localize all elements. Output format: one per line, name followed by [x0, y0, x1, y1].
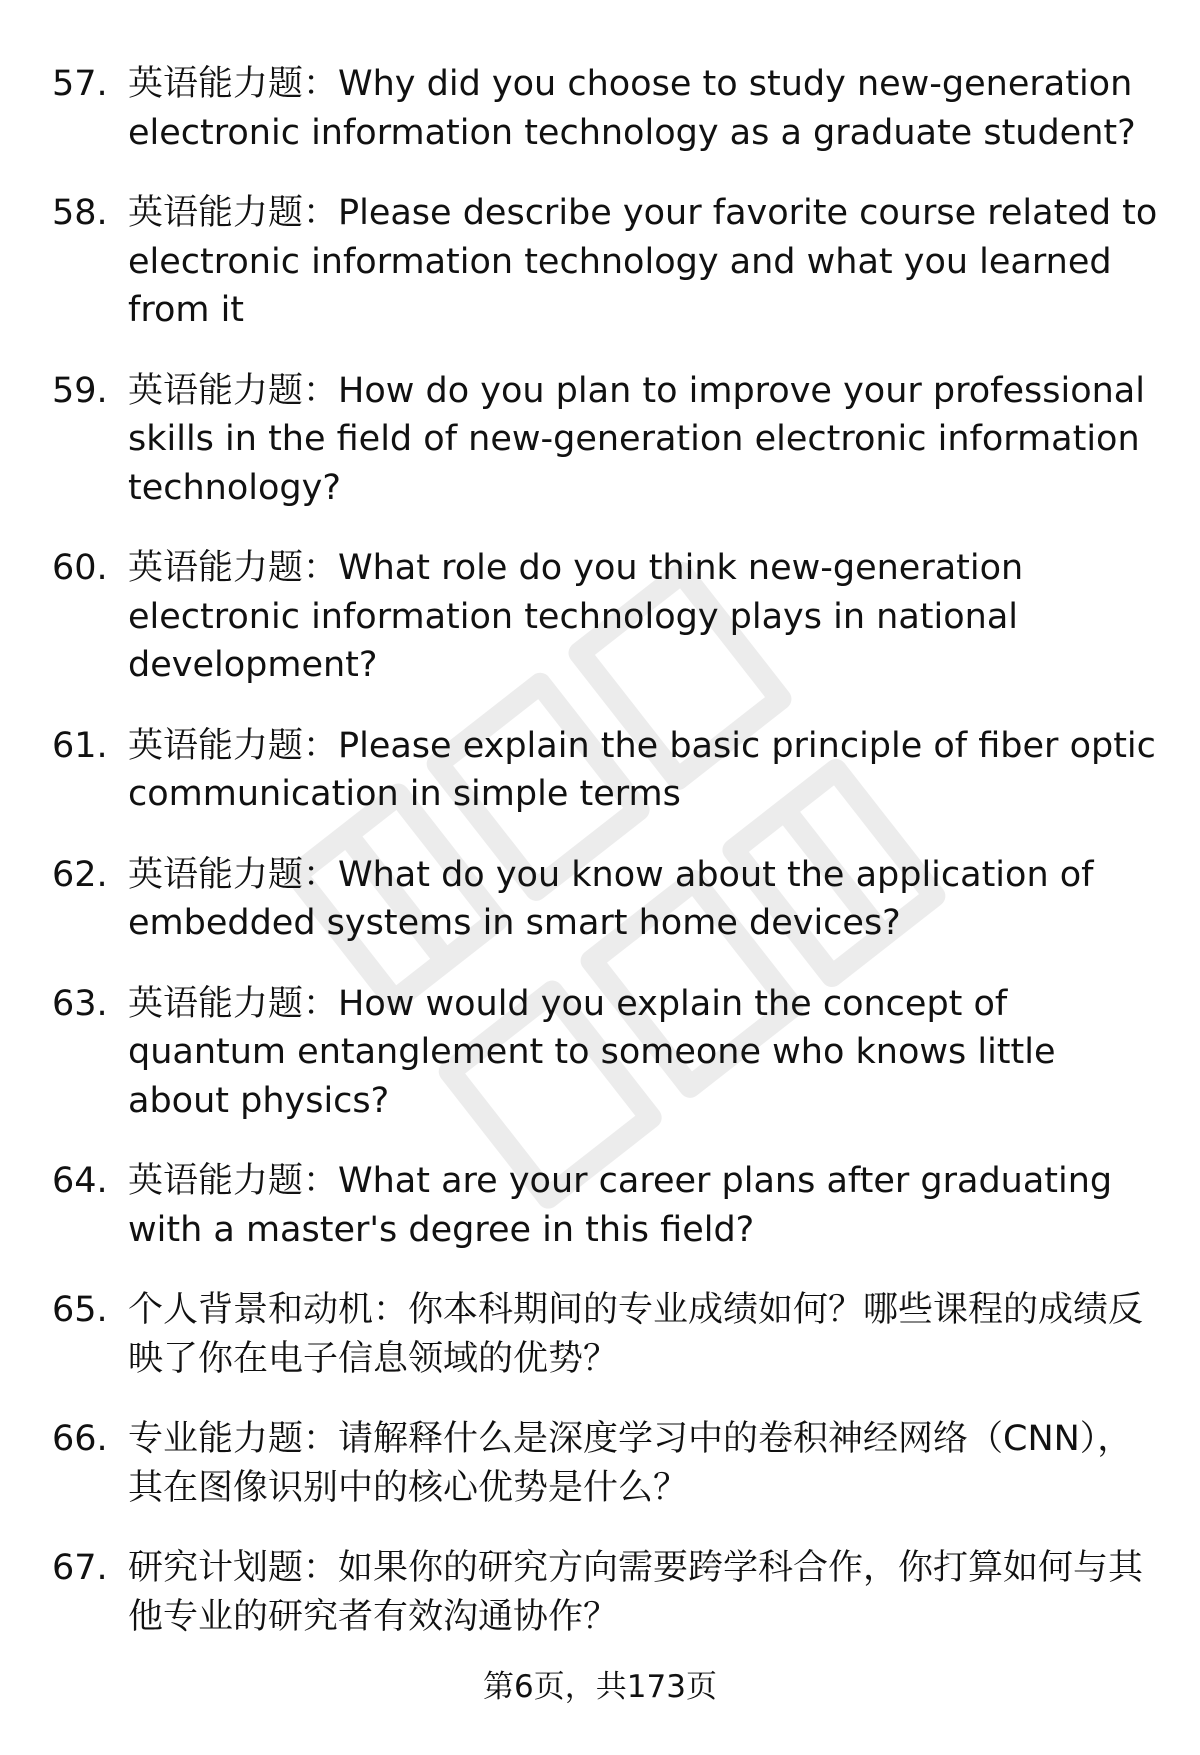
question-item — [0, 1157, 1200, 1254]
question-item — [0, 1544, 1200, 1641]
question-number: 63. — [52, 983, 108, 1024]
question-item — [0, 851, 1200, 948]
question-number: 60. — [52, 548, 108, 588]
question-text: 英语能力题：Please describe your favorite course related to electronic information technology and what you learned from it — [128, 193, 1158, 330]
question-number: 67. — [52, 1548, 108, 1588]
question-number: 64. — [52, 1161, 108, 1201]
question-item — [0, 1415, 1200, 1512]
question-item — [0, 1286, 1200, 1383]
question-text: 英语能力题：What role do you think new-generation electronic information technology plays in national development? — [128, 548, 1024, 685]
question-text: 英语能力题：Please explain the basic principle of fiber optic communication in simple terms — [128, 725, 1156, 814]
question-text: 专业能力题：请解释什么是深度学习中的卷积神经网络（CNN），其在图像识别中的核心优势是什么？ — [128, 1419, 1133, 1508]
question-number: 57. — [52, 64, 108, 104]
question-item — [0, 367, 1200, 513]
question-list — [0, 60, 1200, 1673]
question-item — [0, 189, 1200, 335]
question-number: 59. — [52, 370, 108, 411]
question-number: 62. — [52, 854, 108, 895]
question-number: 61. — [52, 725, 108, 766]
question-text: 研究计划题：如果你的研究方向需要跨学科合作，你打算如何与其他专业的研究者有效沟通协作？ — [128, 1548, 1144, 1637]
question-text: 个人背景和动机：你本科期间的专业成绩如何？哪些课程的成绩反映了你在电子信息领域的优势？ — [128, 1290, 1144, 1379]
question-number: 58. — [52, 193, 108, 233]
question-number: 65. — [52, 1290, 108, 1330]
question-text: 英语能力题：What are your career plans after graduating with a master's degree in this field? — [128, 1161, 1113, 1250]
question-item — [0, 544, 1200, 690]
question-item — [0, 60, 1200, 157]
question-text: 英语能力题：How do you plan to improve your professional skills in the field of new-generation electronic information technology? — [128, 370, 1145, 508]
question-text: 英语能力题：What do you know about the application of embedded systems in smart home devices? — [128, 854, 1094, 943]
question-item — [0, 722, 1200, 819]
page-number: 第6页，共173页 — [483, 1669, 717, 1705]
question-text: 英语能力题：Why did you choose to study new-generation electronic information technology as a graduate student? — [128, 64, 1136, 153]
question-item — [0, 980, 1200, 1126]
question-number: 66. — [52, 1419, 108, 1459]
question-text: 英语能力题：How would you explain the concept of quantum entanglement to someone who knows little about physics? — [128, 983, 1056, 1121]
